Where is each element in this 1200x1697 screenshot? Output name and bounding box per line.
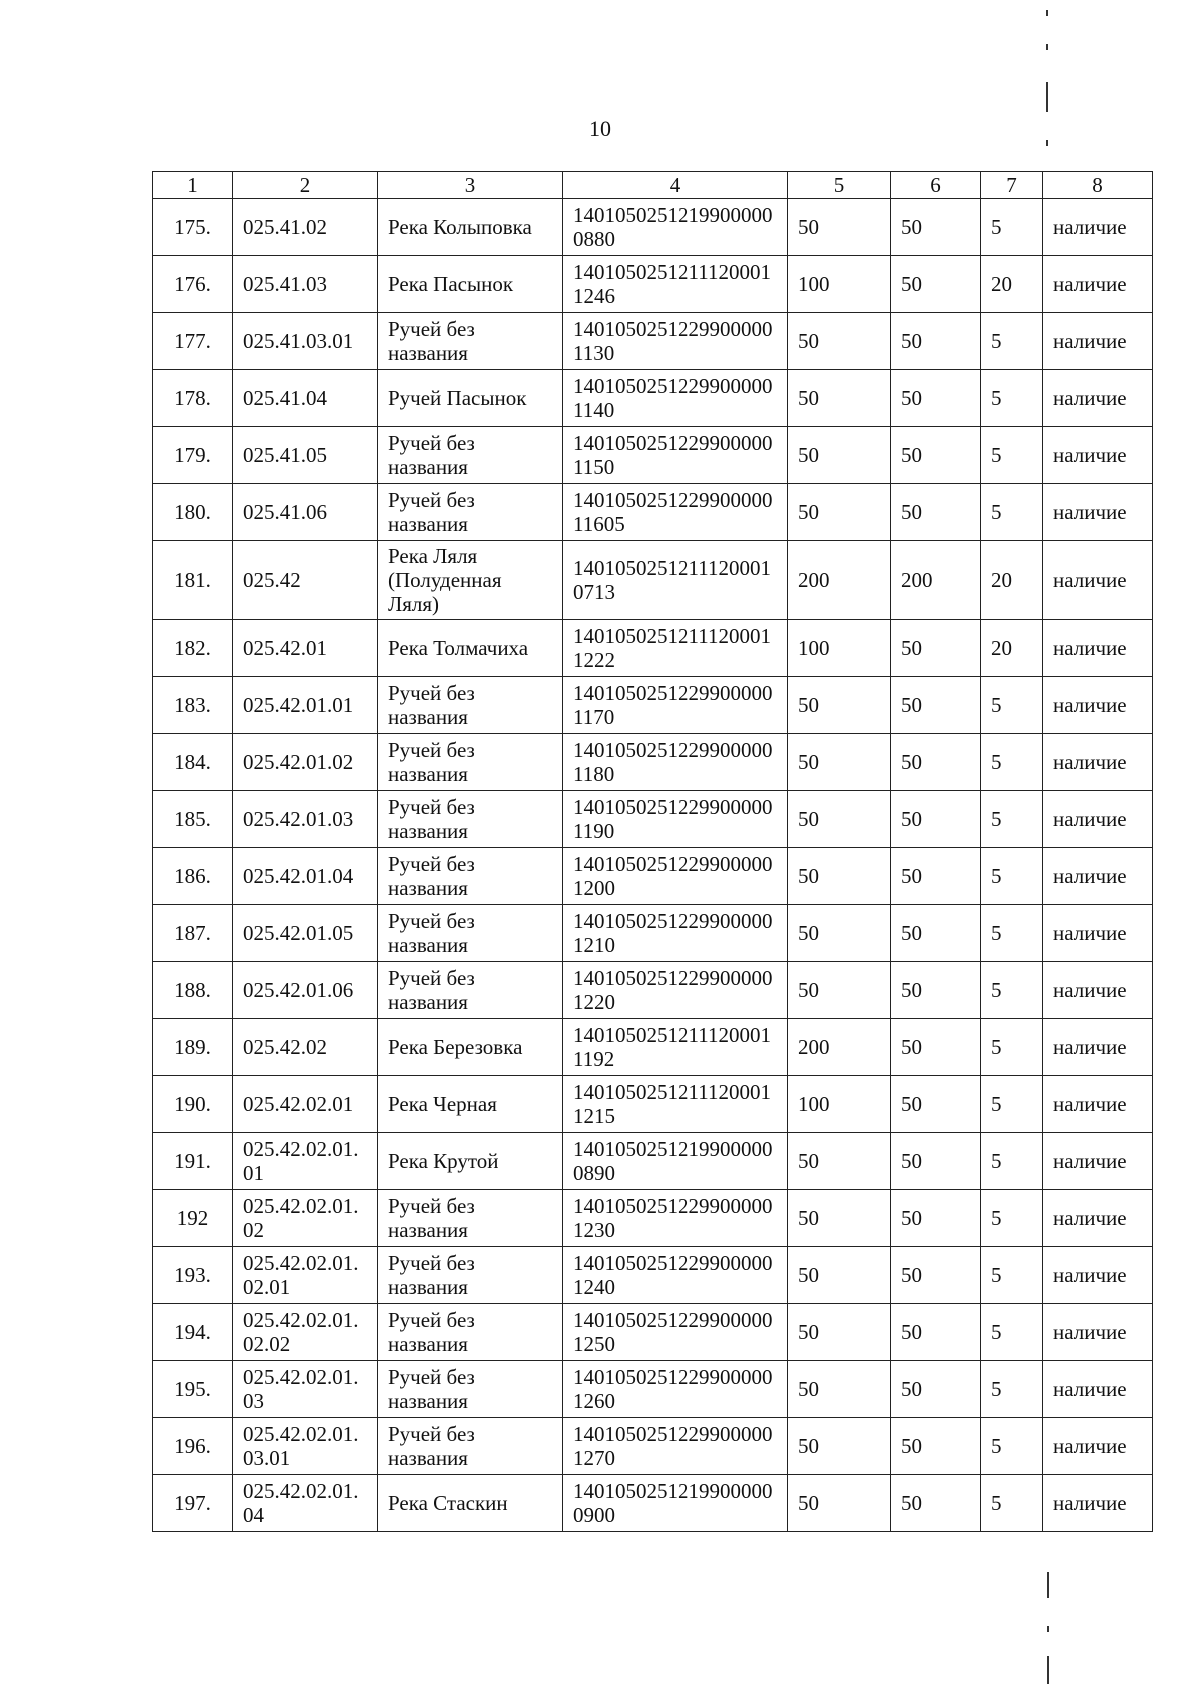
object-name: Река Ляля (Полуденная Ляля) — [378, 541, 563, 620]
value-col-6: 50 — [891, 313, 981, 370]
table-row — [153, 1247, 1153, 1304]
scan-artifact-mark — [1046, 82, 1048, 112]
table-row — [153, 313, 1153, 370]
table-row — [153, 1190, 1153, 1247]
registry-code: 14010502512299000001140 — [563, 370, 788, 427]
object-code: 025.42.02.01.04 — [233, 1475, 378, 1532]
status: наличие — [1043, 1019, 1153, 1076]
table-body — [153, 199, 1153, 1532]
value-col-7: 20 — [981, 620, 1043, 677]
status: наличие — [1043, 734, 1153, 791]
registry-code: 14010502512299000001240 — [563, 1247, 788, 1304]
column-header: 8 — [1043, 172, 1153, 199]
table-row — [153, 791, 1153, 848]
table-row — [153, 1304, 1153, 1361]
status: наличие — [1043, 313, 1153, 370]
registry-code: 14010502512299000001250 — [563, 1304, 788, 1361]
table-row — [153, 734, 1153, 791]
value-col-5: 50 — [788, 1475, 891, 1532]
value-col-5: 50 — [788, 905, 891, 962]
row-number: 184. — [153, 734, 233, 791]
value-col-7: 5 — [981, 962, 1043, 1019]
row-number: 188. — [153, 962, 233, 1019]
row-number: 193. — [153, 1247, 233, 1304]
object-code: 025.42.02.01 — [233, 1076, 378, 1133]
value-col-7: 5 — [981, 484, 1043, 541]
status: наличие — [1043, 848, 1153, 905]
object-code: 025.42.01.01 — [233, 677, 378, 734]
object-code: 025.42.01.04 — [233, 848, 378, 905]
row-number: 197. — [153, 1475, 233, 1532]
registry-code: 14010502512299000001270 — [563, 1418, 788, 1475]
value-col-6: 50 — [891, 256, 981, 313]
value-col-5: 50 — [788, 962, 891, 1019]
row-number: 185. — [153, 791, 233, 848]
value-col-7: 5 — [981, 313, 1043, 370]
table-row — [153, 905, 1153, 962]
table-row — [153, 256, 1153, 313]
object-name: Ручей без названия — [378, 962, 563, 1019]
value-col-6: 50 — [891, 1475, 981, 1532]
value-col-5: 50 — [788, 1190, 891, 1247]
registry-code: 14010502512299000001200 — [563, 848, 788, 905]
page-number: 10 — [589, 116, 611, 141]
registry-code: 14010502512111200010713 — [563, 541, 788, 620]
row-number: 183. — [153, 677, 233, 734]
object-name: Ручей без названия — [378, 734, 563, 791]
value-col-6: 50 — [891, 427, 981, 484]
status: наличие — [1043, 1190, 1153, 1247]
status: наличие — [1043, 1418, 1153, 1475]
status: наличие — [1043, 1247, 1153, 1304]
registry-code: 14010502512299000001260 — [563, 1361, 788, 1418]
status: наличие — [1043, 620, 1153, 677]
object-code: 025.42.01.06 — [233, 962, 378, 1019]
registry-code: 14010502512111200011192 — [563, 1019, 788, 1076]
value-col-5: 50 — [788, 1133, 891, 1190]
object-name: Река Толмачиха — [378, 620, 563, 677]
object-code: 025.42.02.01.03 — [233, 1361, 378, 1418]
registry-code: 14010502512299000001150 — [563, 427, 788, 484]
status: наличие — [1043, 677, 1153, 734]
value-col-7: 5 — [981, 427, 1043, 484]
object-name: Ручей без названия — [378, 791, 563, 848]
object-code: 025.42.02 — [233, 1019, 378, 1076]
table-row — [153, 1475, 1153, 1532]
status: наличие — [1043, 791, 1153, 848]
value-col-6: 50 — [891, 1418, 981, 1475]
object-code: 025.42.01.02 — [233, 734, 378, 791]
row-number: 179. — [153, 427, 233, 484]
value-col-6: 50 — [891, 370, 981, 427]
value-col-7: 5 — [981, 1418, 1043, 1475]
table-container — [152, 171, 1152, 1532]
table-row — [153, 1418, 1153, 1475]
table-row — [153, 1133, 1153, 1190]
row-number: 175. — [153, 199, 233, 256]
registry-code: 14010502512111200011246 — [563, 256, 788, 313]
object-name: Ручей Пасынок — [378, 370, 563, 427]
registry-code: 140105025122990000011605 — [563, 484, 788, 541]
object-name: Ручей без названия — [378, 484, 563, 541]
value-col-6: 50 — [891, 1190, 981, 1247]
value-col-5: 50 — [788, 677, 891, 734]
scan-artifact-mark — [1046, 10, 1048, 16]
object-code: 025.41.03 — [233, 256, 378, 313]
value-col-5: 50 — [788, 1304, 891, 1361]
value-col-7: 5 — [981, 848, 1043, 905]
row-number: 195. — [153, 1361, 233, 1418]
registry-code: 14010502512299000001220 — [563, 962, 788, 1019]
registry-code: 14010502512299000001130 — [563, 313, 788, 370]
column-header: 7 — [981, 172, 1043, 199]
value-col-6: 50 — [891, 734, 981, 791]
row-number: 194. — [153, 1304, 233, 1361]
object-name: Ручей без названия — [378, 313, 563, 370]
value-col-6: 50 — [891, 1019, 981, 1076]
registry-code: 14010502512199000000880 — [563, 199, 788, 256]
status: наличие — [1043, 1133, 1153, 1190]
value-col-5: 50 — [788, 1247, 891, 1304]
object-code: 025.42.01.03 — [233, 791, 378, 848]
table-row — [153, 541, 1153, 620]
scan-artifact-mark — [1046, 140, 1048, 146]
table-row — [153, 620, 1153, 677]
value-col-7: 5 — [981, 1133, 1043, 1190]
value-col-7: 5 — [981, 1190, 1043, 1247]
status: наличие — [1043, 370, 1153, 427]
value-col-5: 50 — [788, 734, 891, 791]
status: наличие — [1043, 256, 1153, 313]
object-code: 025.42 — [233, 541, 378, 620]
value-col-5: 50 — [788, 848, 891, 905]
object-code: 025.42.02.01.02.02 — [233, 1304, 378, 1361]
object-name: Река Пасынок — [378, 256, 563, 313]
value-col-5: 50 — [788, 1418, 891, 1475]
table-row — [153, 484, 1153, 541]
row-number: 186. — [153, 848, 233, 905]
water-objects-table — [152, 171, 1153, 1532]
value-col-7: 5 — [981, 370, 1043, 427]
object-name: Ручей без названия — [378, 1361, 563, 1418]
object-name: Ручей без названия — [378, 848, 563, 905]
object-code: 025.42.02.01.02.01 — [233, 1247, 378, 1304]
row-number: 190. — [153, 1076, 233, 1133]
value-col-5: 50 — [788, 1361, 891, 1418]
status: наличие — [1043, 484, 1153, 541]
scan-artifact-mark — [1047, 1656, 1049, 1684]
registry-code: 14010502512199000000900 — [563, 1475, 788, 1532]
object-code: 025.42.02.01.02 — [233, 1190, 378, 1247]
row-number: 192 — [153, 1190, 233, 1247]
value-col-6: 50 — [891, 905, 981, 962]
row-number: 189. — [153, 1019, 233, 1076]
value-col-7: 5 — [981, 1076, 1043, 1133]
value-col-7: 5 — [981, 905, 1043, 962]
object-code: 025.42.02.01.01 — [233, 1133, 378, 1190]
value-col-6: 50 — [891, 1361, 981, 1418]
row-number: 178. — [153, 370, 233, 427]
value-col-6: 200 — [891, 541, 981, 620]
scan-artifact-mark — [1047, 1572, 1049, 1598]
object-name: Ручей без названия — [378, 1190, 563, 1247]
status: наличие — [1043, 1361, 1153, 1418]
object-code: 025.41.02 — [233, 199, 378, 256]
object-code: 025.42.01.05 — [233, 905, 378, 962]
table-row — [153, 1019, 1153, 1076]
value-col-6: 50 — [891, 199, 981, 256]
row-number: 176. — [153, 256, 233, 313]
object-name: Река Крутой — [378, 1133, 563, 1190]
column-header: 6 — [891, 172, 981, 199]
value-col-6: 50 — [891, 1247, 981, 1304]
value-col-6: 50 — [891, 791, 981, 848]
value-col-7: 5 — [981, 1019, 1043, 1076]
value-col-6: 50 — [891, 620, 981, 677]
value-col-5: 50 — [788, 791, 891, 848]
value-col-7: 20 — [981, 256, 1043, 313]
table-row — [153, 1361, 1153, 1418]
object-name: Ручей без названия — [378, 1418, 563, 1475]
column-header: 5 — [788, 172, 891, 199]
status: наличие — [1043, 427, 1153, 484]
value-col-5: 200 — [788, 541, 891, 620]
object-name: Ручей без названия — [378, 1304, 563, 1361]
object-name: Река Стаскин — [378, 1475, 563, 1532]
object-name: Ручей без названия — [378, 677, 563, 734]
status: наличие — [1043, 905, 1153, 962]
status: наличие — [1043, 199, 1153, 256]
status: наличие — [1043, 962, 1153, 1019]
value-col-5: 50 — [788, 313, 891, 370]
table-row — [153, 1076, 1153, 1133]
value-col-7: 5 — [981, 1475, 1043, 1532]
value-col-6: 50 — [891, 962, 981, 1019]
value-col-5: 50 — [788, 199, 891, 256]
value-col-6: 50 — [891, 484, 981, 541]
scan-artifact-mark — [1046, 44, 1048, 50]
object-code: 025.42.01 — [233, 620, 378, 677]
value-col-5: 50 — [788, 427, 891, 484]
object-code: 025.41.06 — [233, 484, 378, 541]
status: наличие — [1043, 1475, 1153, 1532]
table-row — [153, 677, 1153, 734]
registry-code: 14010502512111200011222 — [563, 620, 788, 677]
value-col-6: 50 — [891, 1133, 981, 1190]
registry-code: 14010502512111200011215 — [563, 1076, 788, 1133]
status: наличие — [1043, 1304, 1153, 1361]
column-header: 4 — [563, 172, 788, 199]
value-col-6: 50 — [891, 848, 981, 905]
object-name: Ручей без названия — [378, 427, 563, 484]
table-row — [153, 199, 1153, 256]
column-header: 3 — [378, 172, 563, 199]
row-number: 177. — [153, 313, 233, 370]
scan-artifact-mark — [1047, 1626, 1049, 1632]
object-code: 025.41.03.01 — [233, 313, 378, 370]
value-col-6: 50 — [891, 677, 981, 734]
table-row — [153, 370, 1153, 427]
registry-code: 14010502512299000001170 — [563, 677, 788, 734]
value-col-5: 200 — [788, 1019, 891, 1076]
row-number: 187. — [153, 905, 233, 962]
value-col-7: 5 — [981, 199, 1043, 256]
table-row — [153, 848, 1153, 905]
row-number: 180. — [153, 484, 233, 541]
value-col-7: 20 — [981, 541, 1043, 620]
column-header: 2 — [233, 172, 378, 199]
value-col-5: 50 — [788, 370, 891, 427]
value-col-7: 5 — [981, 677, 1043, 734]
row-number: 182. — [153, 620, 233, 677]
table-header-row — [153, 172, 1153, 199]
value-col-5: 100 — [788, 620, 891, 677]
table-row — [153, 962, 1153, 1019]
registry-code: 14010502512299000001210 — [563, 905, 788, 962]
registry-code: 14010502512299000001230 — [563, 1190, 788, 1247]
registry-code: 14010502512299000001190 — [563, 791, 788, 848]
object-name: Ручей без названия — [378, 1247, 563, 1304]
object-name: Река Колыповка — [378, 199, 563, 256]
object-name: Река Березовка — [378, 1019, 563, 1076]
table-row — [153, 427, 1153, 484]
row-number: 181. — [153, 541, 233, 620]
row-number: 196. — [153, 1418, 233, 1475]
value-col-6: 50 — [891, 1076, 981, 1133]
status: наличие — [1043, 541, 1153, 620]
value-col-7: 5 — [981, 1304, 1043, 1361]
row-number: 191. — [153, 1133, 233, 1190]
value-col-5: 100 — [788, 1076, 891, 1133]
value-col-6: 50 — [891, 1304, 981, 1361]
object-name: Ручей без названия — [378, 905, 563, 962]
value-col-7: 5 — [981, 1247, 1043, 1304]
value-col-7: 5 — [981, 791, 1043, 848]
value-col-5: 100 — [788, 256, 891, 313]
object-code: 025.41.04 — [233, 370, 378, 427]
object-code: 025.42.02.01.03.01 — [233, 1418, 378, 1475]
registry-code: 14010502512199000000890 — [563, 1133, 788, 1190]
value-col-7: 5 — [981, 734, 1043, 791]
registry-code: 14010502512299000001180 — [563, 734, 788, 791]
value-col-5: 50 — [788, 484, 891, 541]
value-col-7: 5 — [981, 1361, 1043, 1418]
column-header: 1 — [153, 172, 233, 199]
object-code: 025.41.05 — [233, 427, 378, 484]
status: наличие — [1043, 1076, 1153, 1133]
object-name: Река Черная — [378, 1076, 563, 1133]
